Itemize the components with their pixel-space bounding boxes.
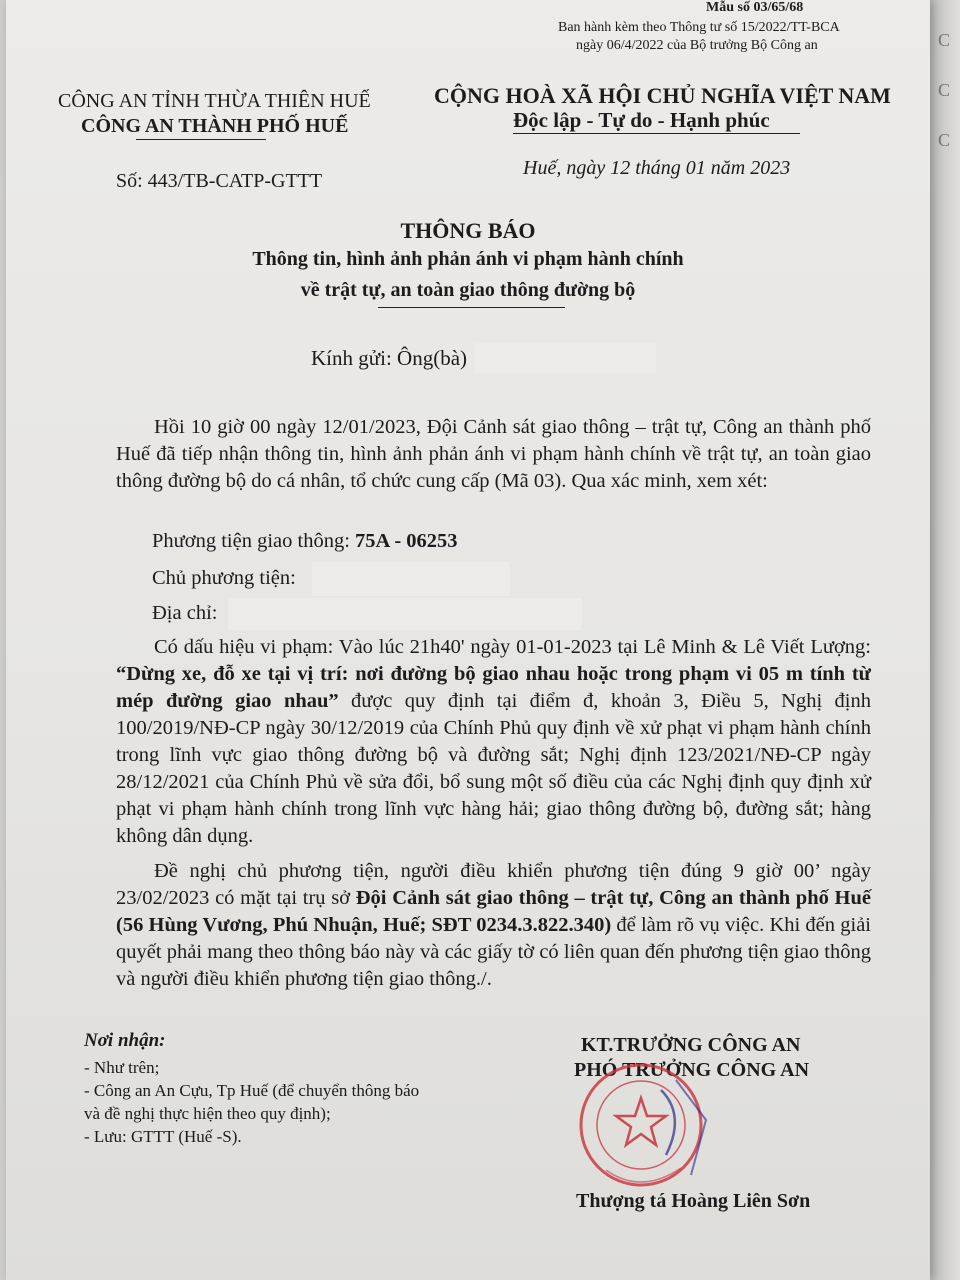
national-motto: Độc lập - Tự do - Hạnh phúc <box>513 108 770 132</box>
owner-label: Chủ phương tiện: <box>152 567 296 589</box>
issued-line-1: Ban hành kèm theo Thông tư số 15/2022/TT-BCA <box>558 20 840 35</box>
violation-prefix: Có dấu hiệu vi phạm: Vào lúc 21h40' ngày 01-01-2023 tại Lê Minh & Lê Viết Lượng: <box>154 636 871 658</box>
motto-underline <box>513 133 800 134</box>
salutation: Kính gửi: Ông(bà) <box>311 346 468 370</box>
vehicle-field <box>152 530 458 553</box>
request-location: Đội Cảnh sát giao thông – trật tự, Công an thành phố Huế (56 Hùng Vương, Phú Nhuận, Huế; SĐT 0234.3.822.340) <box>116 887 871 936</box>
vehicle-label: Phương tiện giao thông: <box>152 530 356 552</box>
owner-field <box>152 567 296 590</box>
violation-legal-basis: được quy định tại điểm đ, khoản 3, Điều 5, Nghị định 100/2019/NĐ-CP ngày 30/12/2019 của Chính Phủ quy định về xử phạt vi phạm hành chính trong lĩnh vực giao thông đường bộ và đường sắt; Nghị định 123/2021/NĐ-CP ngày 28/12/2021 của Chính Phủ về sửa đổi, bổ sung một số điều của các Nghị định quy định xử phạt vi phạm hành chính trong lĩnh vực hàng hải; giao thông đường bộ, đường sắt; hàng không dân dụng. <box>116 690 872 847</box>
request-paragraph <box>116 858 871 993</box>
notice-title: THÔNG BÁO <box>400 218 536 243</box>
recipients-list <box>84 1056 419 1148</box>
background-page-edge: C C C <box>930 0 960 1280</box>
request-prefix: Đề nghị chủ phương tiện, người điều khiển phương tiện đúng 9 giờ 00’ ngày 23/02/2023 có mặt tại trụ sở <box>116 860 871 909</box>
redacted-owner <box>312 562 510 596</box>
recipients-title: Nơi nhận: <box>84 1030 166 1051</box>
subtitle-underline <box>378 307 565 308</box>
signer-name: Thượng tá Hoàng Liên Sơn <box>576 1190 811 1212</box>
intro-paragraph <box>116 414 871 495</box>
address-label: Địa chỉ: <box>152 602 218 624</box>
recipient-item: - Công an An Cựu, Tp Huế (để chuyển thông báo <box>84 1081 420 1100</box>
notice-document <box>6 0 930 1280</box>
intro-text: Hồi 10 giờ 00 ngày 12/01/2023, Đội Cảnh sát giao thông – trật tự, Công an thành phố Huế đã tiếp nhận thông tin, hình ảnh phản ánh vi phạm hành chính về trật tự, an toàn giao thông đường bộ do cá nhân, tổ chức cung cấp (Mã 03). Qua xác minh, xem xét: <box>116 416 871 492</box>
recipient-item: - Như trên; <box>84 1058 160 1077</box>
recipient-item: và đề nghị thực hiện theo quy định); <box>84 1104 331 1123</box>
agency-name: CÔNG AN THÀNH PHỐ HUẾ <box>81 115 349 137</box>
agency-parent: CÔNG AN TỈNH THỪA THIÊN HUẾ <box>58 90 371 112</box>
vehicle-plate: 75A - 06253 <box>355 530 458 552</box>
notice-subtitle-1: Thông tin, hình ảnh phản ánh vi phạm hành chính <box>252 248 684 270</box>
recipient-item: - Lưu: GTTT (Huế -S). <box>84 1127 242 1146</box>
violation-description: “Dừng xe, đỗ xe tại vị trí: nơi đường bộ giao nhau hoặc trong phạm vi 05 m tính từ mép đường giao nhau” <box>116 663 871 712</box>
issued-line-2: ngày 06/4/2022 của Bộ trưởng Bộ Công an <box>576 38 818 53</box>
request-suffix: để làm rõ vụ việc. Khi đến giải quyết phải mang theo thông báo này và các giấy tờ có liên quan đến phương tiện giao thông và người điều khiển phương tiện giao thông./. <box>116 914 871 990</box>
signature-title-2: PHÓ TRƯỞNG CÔNG AN <box>574 1059 810 1081</box>
redacted-address <box>228 598 582 630</box>
violation-paragraph <box>116 634 871 850</box>
document-date: Huế, ngày 12 tháng 01 năm 2023 <box>523 157 791 179</box>
document-number: Số: 443/TB-CATP-GTTT <box>116 170 323 192</box>
police-seal-icon <box>566 1060 726 1190</box>
national-title: CỘNG HOÀ XÃ HỘI CHỦ NGHĨA VIỆT NAM <box>434 83 891 108</box>
agency-underline <box>136 139 266 140</box>
address-field <box>152 602 217 625</box>
form-number: Mẫu số 03/65/68 <box>706 0 804 15</box>
signature-title-1: KT.TRƯỞNG CÔNG AN <box>581 1034 801 1056</box>
redacted-recipient-name <box>474 343 656 373</box>
notice-subtitle-2: về trật tự, an toàn giao thông đường bộ <box>300 279 636 301</box>
